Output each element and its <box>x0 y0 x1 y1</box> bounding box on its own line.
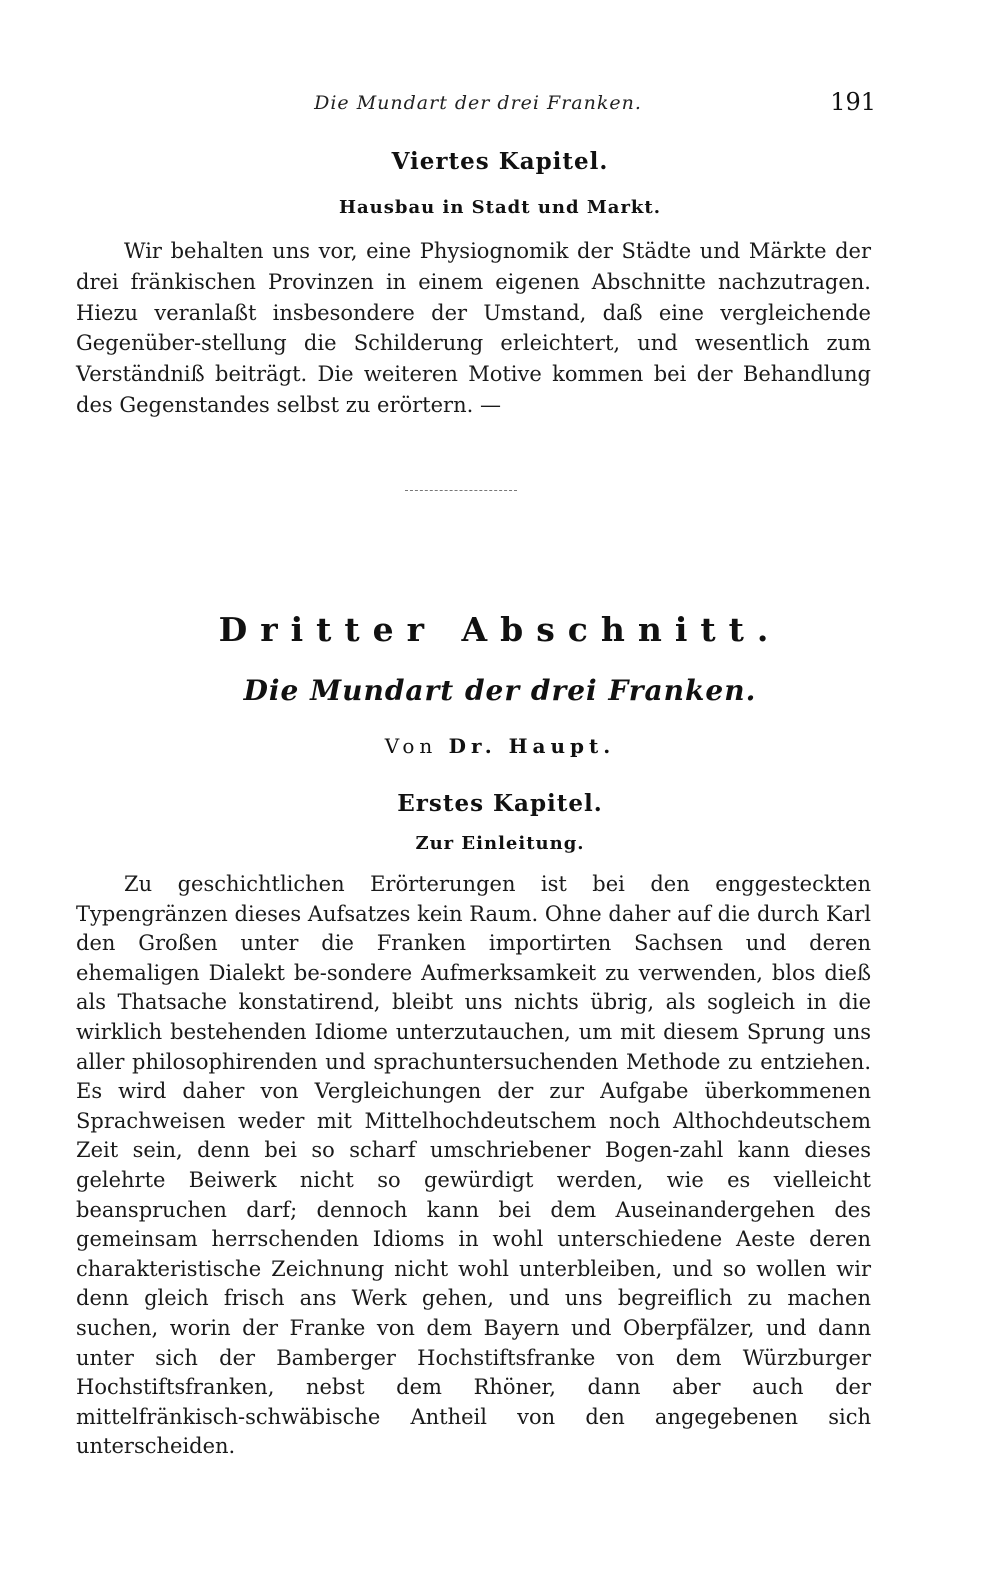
running-title: Die Mundart der drei Franken. <box>314 92 642 114</box>
author-prefix: Von <box>384 734 438 758</box>
chapter-four-paragraph: Wir behalten uns vor, eine Physiognomik der Städte und Märkte der drei fränkischen Provinzen in einem eigenen Abschnitte nachzutragen. Hiezu veranlaßt insbesondere der Umstand, daß eine vergleichende Gegenüber-stellung die Schilderung erleichtert, und wesentlich zum Verständniß beiträgt. Die weiteren Motive kommen bei der Behandlung des Gegenstandes selbst zu erörtern. — <box>76 239 871 417</box>
author-line <box>0 734 1000 758</box>
section-heading: Dritter Abschnitt. <box>218 610 782 649</box>
running-header <box>78 88 878 122</box>
chapter-one-subheading: Zur Einleitung. <box>415 833 585 854</box>
chapter-one-heading: Erstes Kapitel. <box>397 790 603 817</box>
section-title: Die Mundart der drei Franken. <box>243 674 757 707</box>
section-divider <box>405 490 517 491</box>
chapter-four-subheading: Hausbau in Stadt und Markt. <box>339 197 661 218</box>
chapter-one-paragraph: Zu geschichtlichen Erörterungen ist bei den enggesteckten Typengränzen dieses Aufsatzes kein Raum. Ohne daher auf die durch Karl den Großen unter die Franken importirten Sachsen und deren ehemaligen Dialekt be-sondere Aufmerksamkeit zu verwenden, blos dieß als Thatsache konstatirend, bleibt uns nichts übrig, als sogleich in die wirklich bestehenden Idiome unterzutauchen, um mit diesem Sprung uns aller philosophirenden und sprachuntersuchenden Methode zu entziehen. Es wird daher von Vergleichungen der zur Aufgabe überkommenen Sprachweisen weder mit Mittelhochdeutschem noch Althochdeutschem Zeit sein, denn bei so scharf umschriebener Bogen-zahl kann dieses gelehrte Beiwerk nicht so gewürdigt werden, wie es vielleicht beanspruchen darf; dennoch kann bei dem Auseinandergehen des gemeinsam herrschenden Idioms in wohl unterschiedene Aeste deren charakteristische Zeichnung nicht wohl unterbleiben, und so wollen wir denn gleich frisch ans Werk gehen, und uns begreiflich zu machen suchen, worin der Franke von dem Bayern und Oberpfälzer, und dann unter sich der Bamberger Hochstiftsfranke von dem Würzburger Hochstiftsfranken, nebst dem Rhöner, dann aber auch der mittelfränkisch-schwäbische Antheil von den angegebenen sich unterscheiden. <box>76 872 871 1459</box>
author-name: Dr. Haupt. <box>448 734 616 758</box>
chapter-four-heading: Viertes Kapitel. <box>391 148 609 175</box>
page-number: 191 <box>830 88 876 116</box>
